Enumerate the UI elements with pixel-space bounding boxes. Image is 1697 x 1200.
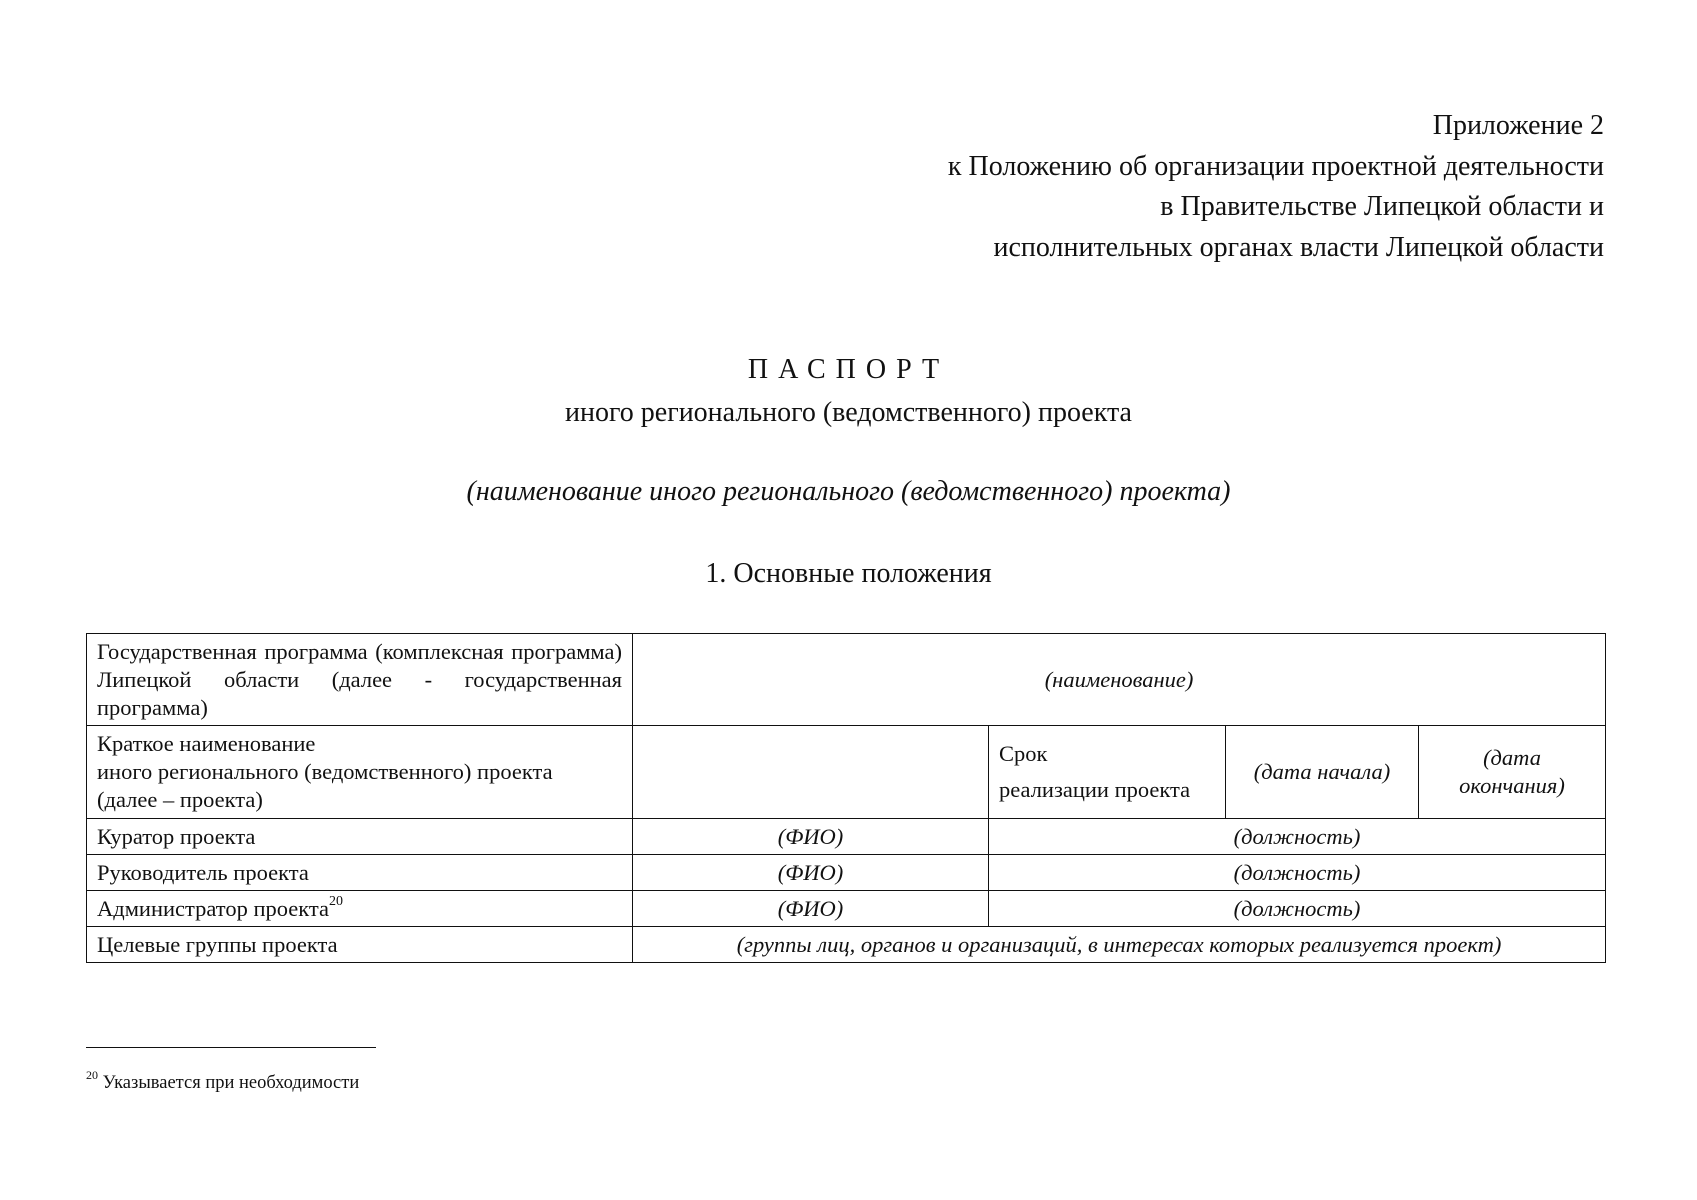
short-name-label [87, 726, 633, 819]
document-title: ПАСПОРТ [747, 354, 950, 385]
short-name-label-line-1: Краткое наименование [97, 731, 316, 756]
admin-label-cell [87, 891, 633, 927]
admin-name: (ФИО) [633, 891, 989, 927]
appendix-header [948, 106, 1604, 268]
head-name: (ФИО) [633, 855, 989, 891]
admin-position: (должность) [989, 891, 1606, 927]
term-label [989, 726, 1226, 819]
document-subtitle: иного регионального (ведомственного) проекта [565, 397, 1132, 428]
term-start-date: (дата начала) [1226, 726, 1419, 819]
appendix-line-4: исполнительных органах власти Липецкой области [993, 231, 1604, 263]
section-title: 1. Основные положения [705, 558, 992, 589]
footnote-mark: 20 [86, 1067, 98, 1082]
table-row-short-name [87, 726, 1606, 819]
term-label-line-1: Срок [999, 741, 1048, 766]
table-row-curator [87, 819, 1606, 855]
state-program-label: Государственная программа (комплексная программа) Липецкой области (далее - государственная программа) [87, 634, 633, 726]
table-row-state-program [87, 634, 1606, 726]
curator-position: (должность) [989, 819, 1606, 855]
short-name-label-line-3: (далее – проекта) [97, 787, 263, 812]
main-provisions-table [86, 633, 1606, 963]
target-groups-value: (группы лиц, органов и организаций, в интересах которых реализуется проект) [633, 927, 1606, 963]
appendix-line-2: к Положению об организации проектной деятельности [947, 150, 1604, 182]
footnote [86, 1067, 360, 1095]
state-program-value: (наименование) [633, 634, 1606, 726]
head-label: Руководитель проекта [87, 855, 633, 891]
admin-label: Администратор проекта [97, 895, 329, 921]
target-groups-label: Целевые группы проекта [87, 927, 633, 963]
term-label-line-2: реализации проекта [999, 777, 1191, 802]
footnote-separator [86, 1047, 376, 1048]
short-name-value [633, 726, 989, 819]
project-name-placeholder: (наименование иного регионального (ведомственного) проекта) [466, 476, 1231, 507]
footnote-text: Указывается при необходимости [98, 1073, 360, 1093]
short-name-label-line-2: иного регионального (ведомственного) проекта [97, 759, 553, 784]
appendix-line-3: в Правительстве Липецкой области и [1160, 191, 1604, 222]
term-end-date: (дата окончания) [1419, 726, 1606, 819]
curator-label: Куратор проекта [87, 819, 633, 855]
curator-name: (ФИО) [633, 819, 989, 855]
admin-footnote-mark: 20 [329, 894, 343, 909]
appendix-line-1: Приложение 2 [1432, 110, 1604, 141]
table-row-target-groups [87, 927, 1606, 963]
table-row-admin [87, 891, 1606, 927]
head-position: (должность) [989, 855, 1606, 891]
table-row-head [87, 855, 1606, 891]
